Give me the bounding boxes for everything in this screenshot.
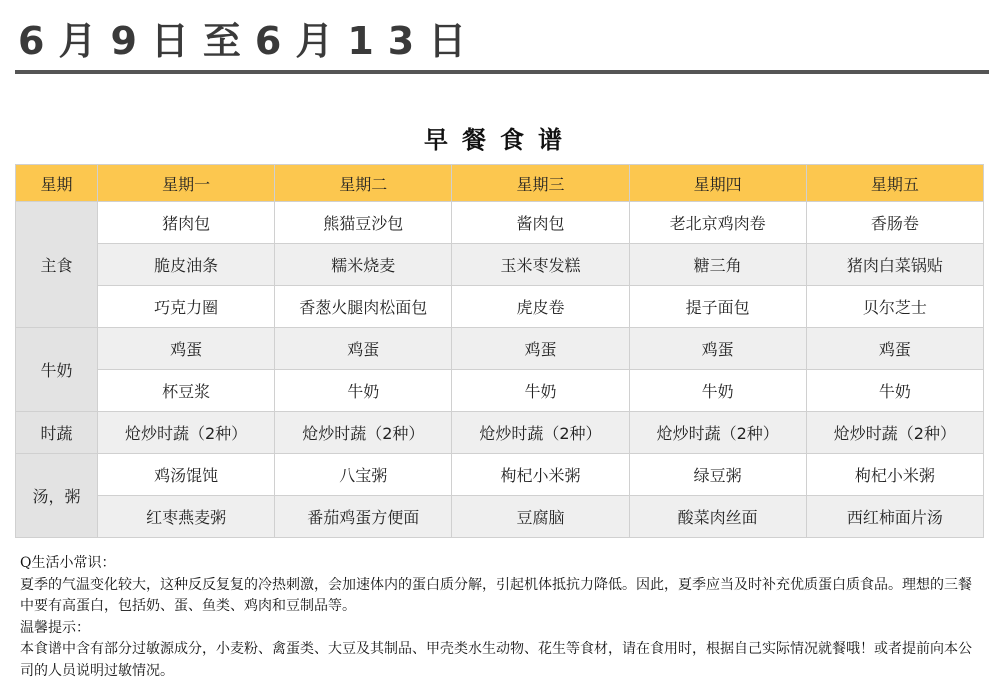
table-row [16, 412, 984, 454]
menu-cell: 炝炒时蔬（2种） [452, 412, 629, 454]
menu-cell: 炝炒时蔬（2种） [806, 412, 983, 454]
warning-heading: 温馨提示： [20, 619, 90, 636]
menu-cell: 炝炒时蔬（2种） [629, 412, 806, 454]
menu-cell: 牛奶 [452, 370, 629, 412]
breakfast-menu-table [15, 164, 984, 538]
menu-cell: 贝尔芝士 [806, 286, 983, 328]
category-cell: 时蔬 [16, 412, 98, 454]
menu-cell: 西红柿面片汤 [806, 496, 983, 538]
column-header: 星期 [16, 165, 98, 202]
menu-cell: 牛奶 [275, 370, 452, 412]
table-row [16, 328, 984, 370]
menu-cell: 炝炒时蔬（2种） [98, 412, 275, 454]
menu-cell: 香葱火腿肉松面包 [275, 286, 452, 328]
menu-cell: 糖三角 [629, 244, 806, 286]
menu-cell: 鸡蛋 [452, 328, 629, 370]
menu-cell: 鸡蛋 [629, 328, 806, 370]
date-range-title: 6月9日至6月13日 [18, 19, 481, 63]
menu-cell: 红枣燕麦粥 [98, 496, 275, 538]
column-header: 星期一 [98, 165, 275, 202]
table-row [16, 286, 984, 328]
category-cell: 主食 [16, 202, 98, 328]
menu-cell: 鸡蛋 [275, 328, 452, 370]
menu-cell: 八宝粥 [275, 454, 452, 496]
column-header: 星期五 [806, 165, 983, 202]
table-row [16, 202, 984, 244]
table-row [16, 496, 984, 538]
menu-cell: 酱肉包 [452, 202, 629, 244]
table-row [16, 244, 984, 286]
menu-cell: 鸡蛋 [806, 328, 983, 370]
table-row [16, 454, 984, 496]
menu-cell: 鸡蛋 [98, 328, 275, 370]
menu-cell: 巧克力圈 [98, 286, 275, 328]
menu-cell: 猪肉包 [98, 202, 275, 244]
column-header: 星期二 [275, 165, 452, 202]
menu-cell: 熊猫豆沙包 [275, 202, 452, 244]
menu-cell: 脆皮油条 [98, 244, 275, 286]
menu-cell: 枸杞小米粥 [452, 454, 629, 496]
menu-cell: 牛奶 [806, 370, 983, 412]
menu-cell: 牛奶 [629, 370, 806, 412]
notes-section [20, 553, 985, 683]
menu-cell: 虎皮卷 [452, 286, 629, 328]
category-cell: 牛奶 [16, 328, 98, 412]
table-header-row [16, 165, 984, 202]
menu-cell: 糯米烧麦 [275, 244, 452, 286]
menu-cell: 提子面包 [629, 286, 806, 328]
menu-cell: 鸡汤馄饨 [98, 454, 275, 496]
menu-cell: 玉米枣发糕 [452, 244, 629, 286]
title-divider [15, 70, 989, 74]
tip-body: 夏季的气温变化较大，这种反反复复的冷热刺激，会加速体内的蛋白质分解，引起机体抵抗力降低。因此，夏季应当及时补充优质蛋白质食品。理想的三餐中要有高蛋白，包括奶、蛋、鱼类、鸡肉和豆制品等。 [20, 576, 972, 615]
menu-title: 早餐食谱 [424, 125, 576, 154]
column-header: 星期三 [452, 165, 629, 202]
table-row [16, 370, 984, 412]
column-header: 星期四 [629, 165, 806, 202]
menu-cell: 猪肉白菜锅贴 [806, 244, 983, 286]
menu-cell: 枸杞小米粥 [806, 454, 983, 496]
menu-cell: 豆腐脑 [452, 496, 629, 538]
menu-cell: 番茄鸡蛋方便面 [275, 496, 452, 538]
menu-cell: 老北京鸡肉卷 [629, 202, 806, 244]
menu-cell: 炝炒时蔬（2种） [275, 412, 452, 454]
menu-cell: 香肠卷 [806, 202, 983, 244]
menu-cell: 绿豆粥 [629, 454, 806, 496]
menu-cell: 杯豆浆 [98, 370, 275, 412]
warning-body: 本食谱中含有部分过敏源成分，小麦粉、禽蛋类、大豆及其制品、甲壳类水生动物、花生等食材，请在食用时，根据自己实际情况就餐哦！或者提前向本公司的人员说明过敏情况。 [20, 641, 972, 679]
category-cell: 汤，粥 [16, 454, 98, 538]
tip-heading: Q生活小常识： [20, 555, 116, 571]
menu-cell: 酸菜肉丝面 [629, 496, 806, 538]
